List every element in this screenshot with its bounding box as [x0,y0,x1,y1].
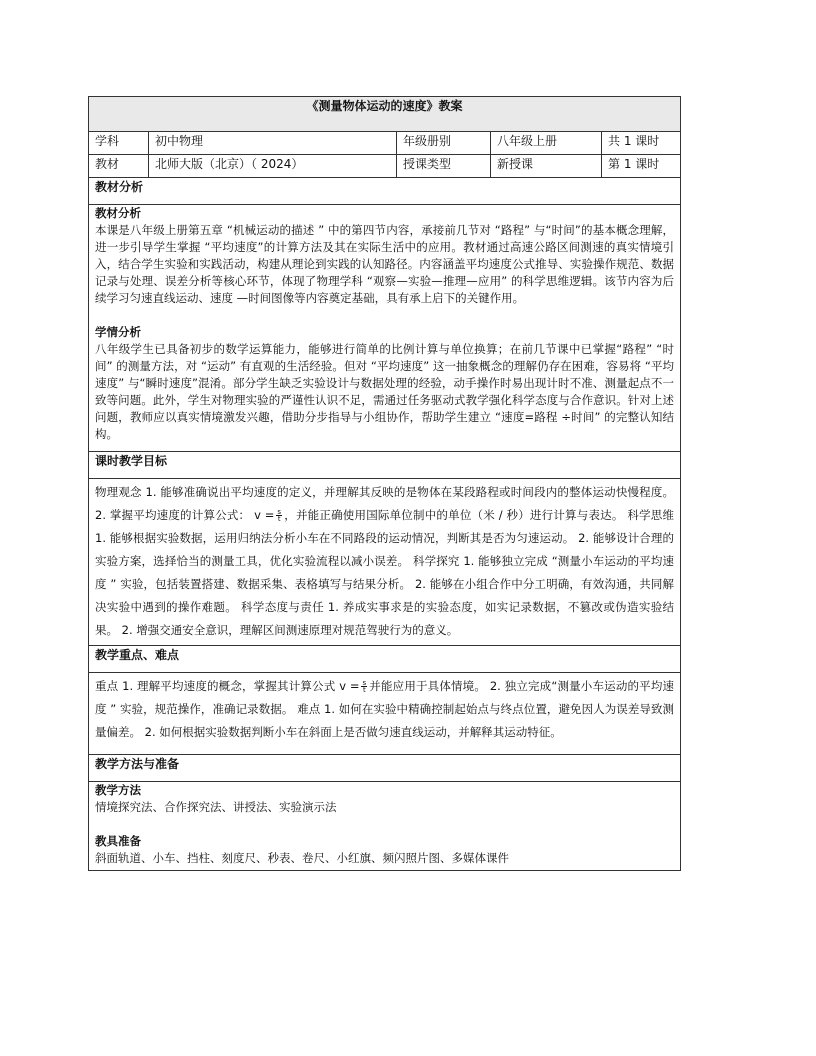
formula-numerator: s [362,679,367,687]
formula-numerator: s [277,508,282,516]
section-heading: 教学重点、难点 [89,646,681,673]
value-grade: 八年级上册 [491,132,602,155]
section-heading: 课时教学目标 [89,452,681,479]
paragraph-materials: 斜面轨道、小车、挡柱、刻度尺、秒表、卷尺、小红旗、频闪照片图、多媒体课件 [95,851,509,865]
value-lesson-number: 第 1 课时 [602,155,681,178]
subheading-student-analysis: 学情分析 [95,325,141,339]
formula-denominator: t [277,515,281,523]
speed-formula-fraction [361,680,367,693]
section-keypoints-header [89,646,681,673]
subheading-methods: 教学方法 [95,783,141,797]
value-textbook: 北师大版（北京）（ 2024） [149,155,397,178]
label-grade: 年级册别 [397,132,491,155]
section-methods-header [89,755,681,782]
section-heading: 教学方法与准备 [89,755,681,782]
document-title: 《测量物体运动的速度》教案 [89,97,681,132]
keypoints-text-a: 重点 1. 理解平均速度的概念，掌握其计算公式 v = [95,679,360,693]
section-goals-header [89,452,681,479]
goals-text-a: 物理观念 1. 能够准确说出平均速度的定义，并理解其反映的是物体在某段路程或时间段内的整体运动快慢程度。 2. 掌握平均速度的计算公式： v = [95,485,675,522]
formula-denominator: t [362,686,366,694]
section-methods-body [89,782,681,871]
lesson-plan-table [88,96,681,871]
lesson-plan-document [88,96,680,871]
paragraph-textbook-analysis: 本课是八年级上册第五章 “机械运动的描述 ” 中的第四节内容，承接前几节对 “路程” 与“时间”的基本概念理解，进一步引导学生掌握 “平均速度”的计算方法及其在实际生活中的应用。教材通过高速公路区间测速的真实情境引入，结合学生实验和实践活动，构建从理论到实践的认知路径。内容涵盖平均速度公式推导、实验操作规范、数据记录与处理、误差分析等核心环节，体现了物理学科 “观察—实验—推理—应用” 的科学思维逻辑。该节内容为后续学习匀速直线运动、速度 —时间图像等内容奠定基础，具有承上启下的关键作用。 [95,223,675,305]
paragraph-methods: 情境探究法、合作探究法、讲授法、实验演示法 [95,800,337,814]
meta-row-textbook [89,155,681,178]
label-subject: 学科 [89,132,149,155]
meta-row-subject [89,132,681,155]
section-heading: 教材分析 [89,178,681,205]
value-subject: 初中物理 [149,132,397,155]
section-analysis-header [89,178,681,205]
subheading-textbook-analysis: 教材分析 [95,206,141,220]
goals-text-b: ，并能正确使用国际单位制中的单位（米 / 秒）进行计算与表达。 科学思维 1. 能够根据实验数据，运用归纳法分析小车在不同路段的运动情况，判断其是否为匀速运动。 2. 能够设计合理的实验方案，选择恰当的测量工具，优化实验流程以减小误差。 科学探究 1. 能够独立完成 “测量小车运动的平均速度 ” 实验，包括装置搭建、数据采集、表格填写与结果分析。 2. 能够在小组合作中分工明确，有效沟通，共同解决实验中遇到的操作难题。 科学态度与责任 1. 养成实事求是的实验态度，如实记录数据，不篡改或伪造实验结果。 2. 增强交通安全意识，理解区间测速原理对规范驾驶行为的意义。 [95,508,675,637]
speed-formula-fraction [276,509,282,522]
title-row [89,97,681,132]
section-analysis-body [89,205,681,452]
section-goals-body [89,479,681,646]
paragraph-student-analysis: 八年级学生已具备初步的数学运算能力，能够进行简单的比例计算与单位换算；在前几节课中已掌握“路程” “时间” 的测量方法，对 “运动” 有直观的生活经验。但对 “平均速度” 这一抽象概念的理解仍存在困难，容易将 “平均速度” 与“瞬时速度”混淆。部分学生缺乏实验设计与数据处理的经验，动手操作时易出现计时不准、测量起点不一致等问题。此外，学生对物理实验的严谨性认识不足，需通过任务驱动式教学强化科学态度与合作意识。针对上述问题，教师应以真实情境激发兴趣，借助分步指导与小组协作，帮助学生建立 “速度=路程 ÷时间” 的完整认知结构。 [95,342,675,441]
subheading-materials: 教具准备 [95,834,141,848]
paragraph-goals [95,481,674,642]
paragraph-keypoints [95,675,674,744]
section-keypoints-body [89,673,681,755]
value-total-lessons: 共 1 课时 [602,132,681,155]
label-lesson-type: 授课类型 [397,155,491,178]
label-textbook: 教材 [89,155,149,178]
value-lesson-type: 新授课 [491,155,602,178]
keypoints-text-b: 并能应用于具体情境。 2. 独立完成“测量小车运动的平均速度 ” 实验，规范操作，准确记录数据。 难点 1. 如何在实验中精确控制起始点与终点位置，避免因人为误差导致测量偏差。 2. 如何根据实验数据判断小车在斜面上是否做匀速直线运动，并解释其运动特征。 [95,679,675,739]
